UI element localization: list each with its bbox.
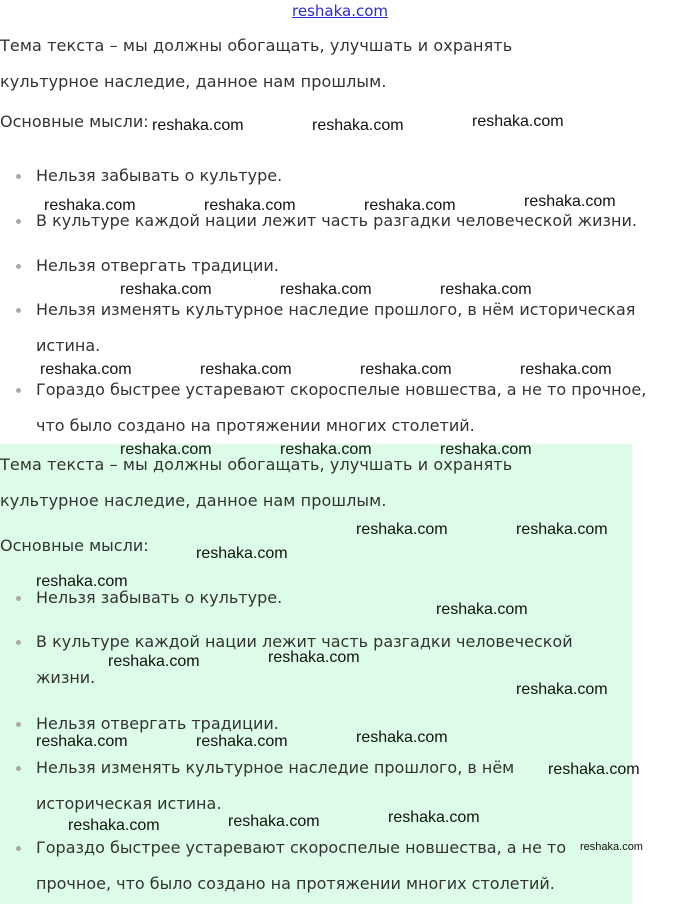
- main-ideas-label: Основные мысли:: [0, 112, 149, 131]
- site-header-link[interactable]: reshaka.com: [292, 2, 388, 20]
- thesis-paragraph: Тема текста – мы должны обогащать, улучшать и охранять культурное наследие, данное нам прошлым.: [0, 36, 513, 91]
- bullet-icon: [16, 722, 21, 727]
- watermark: reshaka.com: [524, 193, 616, 210]
- bullet-icon: [16, 596, 21, 601]
- watermark: reshaka.com: [312, 117, 404, 134]
- bullet-icon: [16, 640, 21, 645]
- list-item: Гораздо быстрее устаревают скороспелые новшества, а не то прочное, что было создано на протяжении многих столетий.: [0, 830, 596, 902]
- watermark: reshaka.com: [120, 441, 212, 458]
- text-analysis-block-highlighted: [0, 444, 632, 904]
- watermark: reshaka.com: [472, 113, 564, 130]
- list-item: Нельзя отвергать традиции.: [0, 706, 596, 742]
- list-item: Нельзя изменять культурное наследие прошлого, в нём историческая истина.: [0, 750, 536, 822]
- bullet-icon: [16, 766, 21, 771]
- watermark: reshaka.com: [388, 809, 480, 826]
- watermark: reshaka.com: [440, 281, 532, 298]
- list-item: В культуре каждой нации лежит часть разгадки человеческой жизни.: [0, 203, 656, 239]
- list-item: В культуре каждой нации лежит часть разгадки человеческой жизни.: [0, 624, 596, 696]
- watermark: reshaka.com: [196, 545, 288, 562]
- watermark: reshaka.com: [516, 521, 608, 538]
- watermark: reshaka.com: [548, 761, 640, 778]
- watermark: reshaka.com: [436, 601, 528, 618]
- bullet-icon: [16, 174, 21, 179]
- watermark: reshaka.com: [516, 681, 608, 698]
- watermark: reshaka.com: [440, 441, 532, 458]
- watermark: reshaka.com: [152, 117, 244, 134]
- bullet-icon: [16, 219, 21, 224]
- bullet-icon: [16, 264, 21, 269]
- list-item: Нельзя забывать о культуре.: [0, 580, 596, 616]
- watermark: reshaka.com: [356, 521, 448, 538]
- list-item: Гораздо быстрее устаревают скороспелые новшества, а не то прочное, что было создано на протяжении многих столетий.: [0, 372, 656, 444]
- list-item: Нельзя отвергать традиции.: [0, 248, 656, 284]
- watermark: reshaka.com: [268, 649, 360, 666]
- thesis-paragraph: Тема текста – мы должны обогащать, улучшать и охранять культурное наследие, данное нам прошлым.: [0, 455, 513, 510]
- watermark: reshaka.com: [120, 281, 212, 298]
- watermark: reshaka.com: [580, 841, 643, 853]
- list-item: Нельзя изменять культурное наследие прошлого, в нём историческая истина.: [0, 292, 636, 364]
- watermark: reshaka.com: [200, 361, 292, 378]
- watermark: reshaka.com: [44, 197, 136, 214]
- watermark: reshaka.com: [280, 281, 372, 298]
- watermark: reshaka.com: [108, 653, 200, 670]
- bullet-icon: [16, 846, 21, 851]
- watermark: reshaka.com: [204, 197, 296, 214]
- bullet-icon: [16, 388, 21, 393]
- watermark: reshaka.com: [364, 197, 456, 214]
- watermark: reshaka.com: [36, 733, 128, 750]
- watermark: reshaka.com: [280, 441, 372, 458]
- bullet-icon: [16, 308, 21, 313]
- watermark: reshaka.com: [356, 729, 448, 746]
- watermark: reshaka.com: [196, 733, 288, 750]
- watermark: reshaka.com: [36, 573, 128, 590]
- watermark: reshaka.com: [520, 361, 612, 378]
- list-item: Нельзя забывать о культуре.: [0, 158, 656, 194]
- watermark: reshaka.com: [228, 813, 320, 830]
- watermark: reshaka.com: [40, 361, 132, 378]
- main-ideas-label: Основные мысли:: [0, 536, 149, 555]
- watermark: reshaka.com: [360, 361, 452, 378]
- watermark: reshaka.com: [68, 817, 160, 834]
